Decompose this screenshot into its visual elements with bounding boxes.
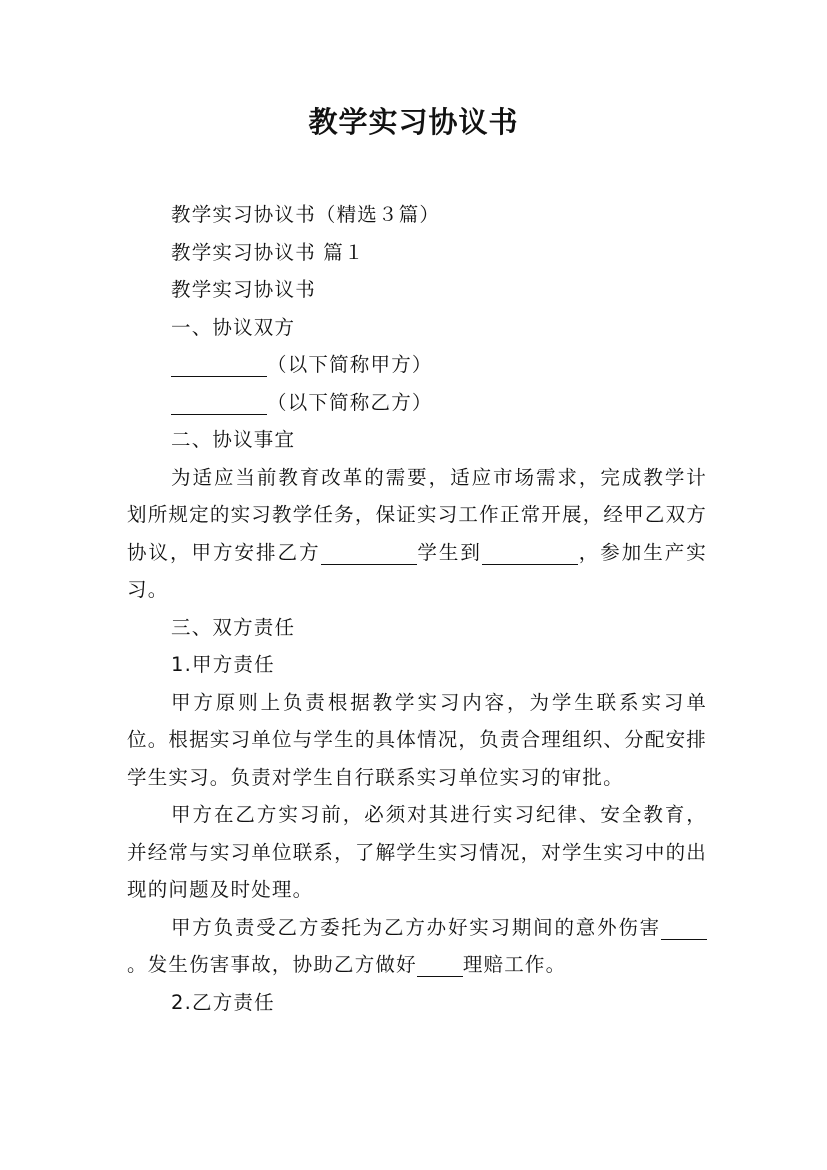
insurance-blank (661, 915, 707, 940)
section2-paragraph (127, 459, 707, 609)
doc-name-line: 教学实习协议书 (171, 278, 316, 301)
party-b-blank (171, 390, 267, 415)
party-a-duty-3-text-b: 。发生伤害事故，协助乙方做好 (127, 953, 417, 976)
party-b-suffix: （以下简称乙方） (267, 390, 433, 414)
section2-heading: 二、协议事宜 (171, 428, 296, 451)
party-a-duty-3-text-a: 甲方负责受乙方委托为乙方办好实习期间的意外伤害 (171, 915, 661, 939)
section2-text-b: 学生到 (416, 540, 482, 564)
section1-heading: 一、协议双方 (171, 315, 296, 339)
document-title: 教学实习协议书 (308, 105, 519, 139)
intro-title-line: 教学实习协议书（精选３篇） (171, 203, 441, 226)
party-a-duty-3-text-c: 理赔工作。 (462, 953, 567, 976)
part-heading-line: 教学实习协议书 篇１ (171, 240, 365, 264)
sub1-heading: 1.甲方责任 (171, 653, 275, 676)
section2-text-a: 为适应当前教育改革的需要，适应市场需求，完成教学计划所规定的实习教学任务，保证实习工作正常开展，经甲乙双方协议，甲方安排乙方 (127, 465, 707, 564)
party-a-blank (171, 352, 267, 377)
student-count-blank (321, 540, 417, 565)
section3-heading: 三、双方责任 (171, 615, 296, 639)
claim-blank (417, 952, 463, 977)
party-a-duty-paragraph-1: 甲方原则上负责根据教学实习内容，为学生联系实习单位。根据实习单位与学生的具体情况，负责合理组织、分配安排学生实习。负责对学生自行联系实习单位实习的审批。 (127, 690, 707, 789)
party-a-duty-paragraph-2: 甲方在乙方实习前，必须对其进行实习纪律、安全教育，并经常与实习单位联系，了解学生实习情况，对学生实习中的出现的问题及时处理。 (127, 803, 707, 901)
party-a-line (127, 346, 707, 384)
section2-text-c: ，参加生产实习。 (127, 540, 707, 601)
party-a-suffix: （以下简称甲方） (267, 353, 433, 376)
party-b-line (127, 384, 707, 422)
sub2-heading: 2.乙方责任 (171, 990, 275, 1014)
internship-place-blank (482, 540, 578, 565)
document-body (127, 196, 707, 1021)
party-a-duty-paragraph-3 (127, 909, 707, 984)
